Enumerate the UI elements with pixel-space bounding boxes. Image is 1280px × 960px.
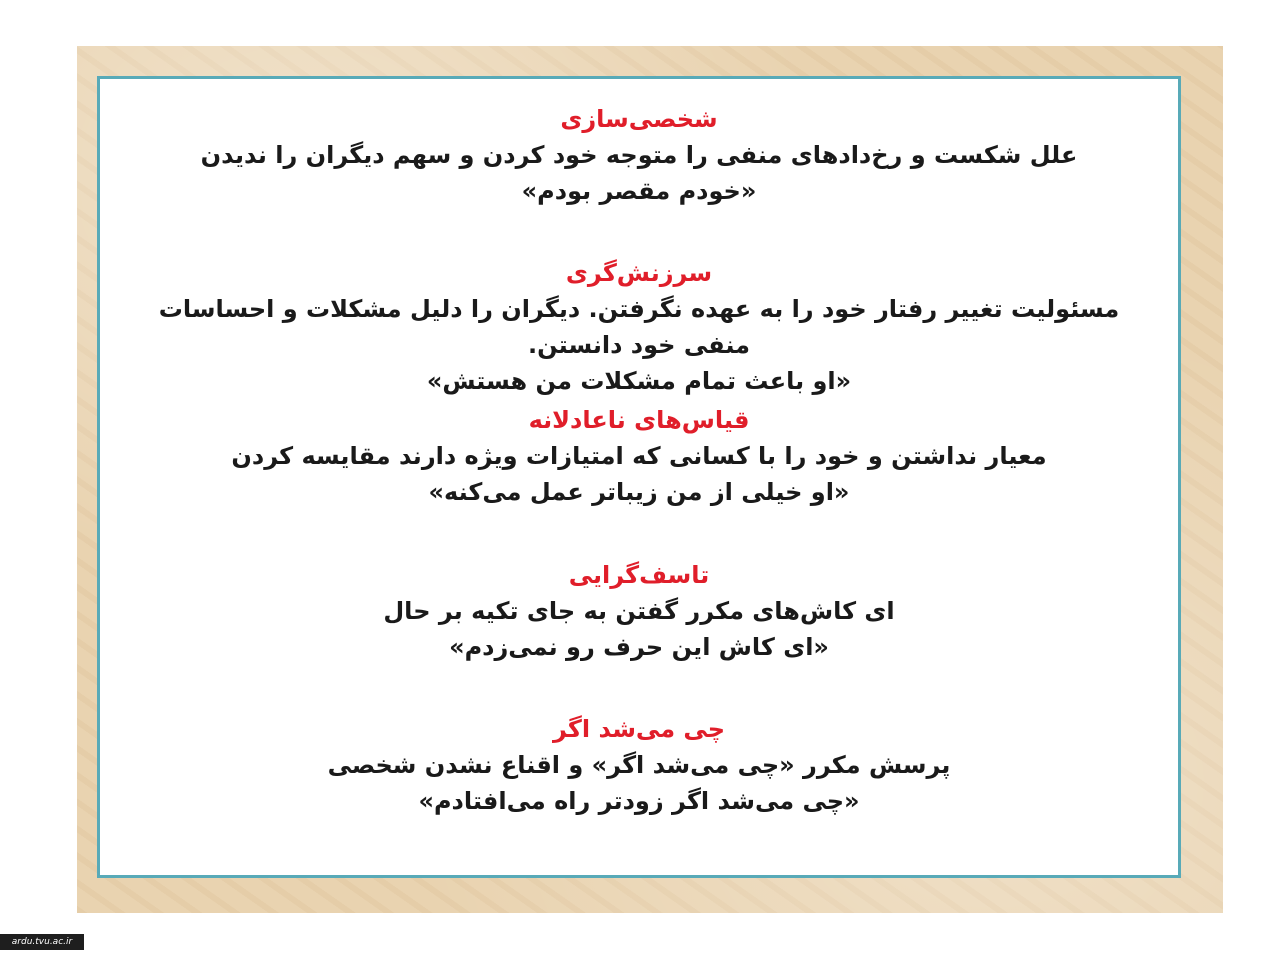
section-description: مسئولیت تغییر رفتار خود را به عهده نگرفتن. دیگران را دلیل مشکلات و احساسات منفی خود دانستن.: [158, 295, 1120, 359]
slide-content-panel: [97, 76, 1181, 878]
section-heading: شخصی‌سازی: [560, 105, 718, 133]
section-heading: چی می‌شد اگر: [552, 715, 725, 743]
section-unfair-comparisons: [100, 402, 1178, 510]
section-example-quote: «خودم مقصر بودم»: [521, 177, 757, 205]
section-description: پرسش مکرر «چی می‌شد اگر» و اقناع نشدن شخصی: [327, 751, 951, 779]
section-description: ای کاش‌های مکرر گفتن به جای تکیه بر حال: [383, 597, 895, 625]
site-url-badge: ardu.tvu.ac.ir: [0, 934, 84, 950]
section-personalization: [100, 101, 1178, 209]
section-heading: سرزنش‌گری: [565, 259, 713, 287]
section-example-quote: «چی می‌شد اگر زودتر راه می‌افتادم»: [418, 787, 860, 815]
section-regret-orientation: [100, 557, 1178, 665]
section-description: معیار نداشتن و خود را با کسانی که امتیازات ویژه دارند مقایسه کردن: [231, 442, 1047, 470]
section-description: علل شکست و رخ‌دادهای منفی را متوجه خود کردن و سهم دیگران را ندیدن: [200, 141, 1078, 169]
section-heading: تاسف‌گرایی: [568, 561, 710, 589]
section-example-quote: «او خیلی از من زیباتر عمل می‌کنه»: [428, 478, 850, 506]
section-blaming: [100, 255, 1178, 399]
section-example-quote: «ای کاش این حرف رو نمی‌زدم»: [449, 633, 829, 661]
section-example-quote: «او باعث تمام مشکلات من هستش»: [426, 367, 852, 395]
section-what-if: [100, 711, 1178, 819]
section-heading: قیاس‌های ناعادلانه: [528, 406, 750, 434]
